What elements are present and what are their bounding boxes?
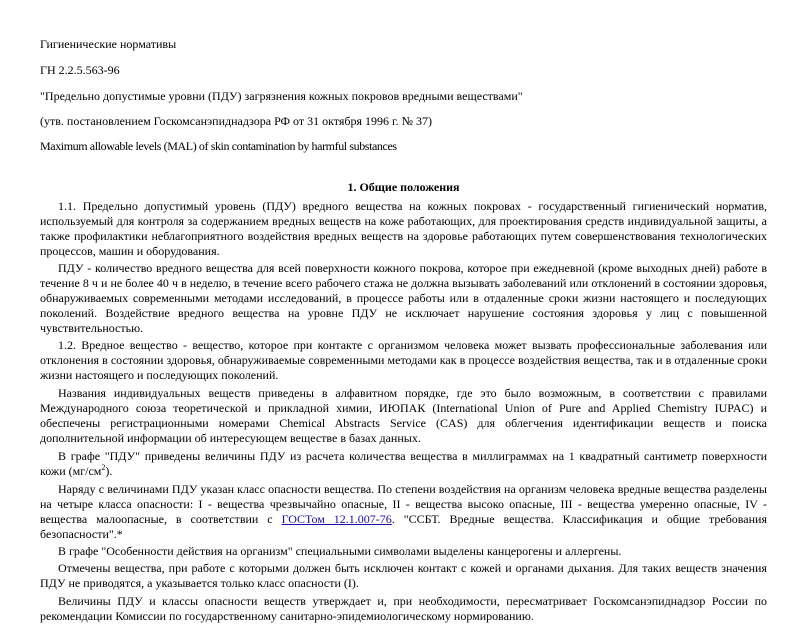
paragraph-1-1: 1.1. Предельно допустимый уровень (ПДУ) вредного вещества на кожных покровах - государственный гигиенический норматив, используемый для контроля за содержанием вредных веществ на коже работающих, для проектирования средств индивидуальной защиты, а также профилактики неблагоприятного воздействия вредных веществ на здоровье работающих путем совершенствования технологических процессов, машин и оборудования. <box>40 199 767 258</box>
paragraph-names: Названия индивидуальных веществ приведены в алфавитном порядке, где это было возможным, в соответствии с правилами Международного союза теоретической и прикладной химии, ИЮПАК (International Union of Pure and Applied Chemistry IUPAC) и обеспечены регистрационными номерами Chemical Abstracts Service (CAS) для облегчения идентификации веществ и поиска дополнительной информации об интересующем веществе в базах данных. <box>40 386 767 445</box>
paragraph-approval: Величины ПДУ и классы опасности веществ утверждает и, при необходимости, пересматривает Госкомсанэпиднадзор России по рекомендации Комиссии по государственному санитарно-эпидемиологическому нормированию. <box>40 594 767 623</box>
approval-note: (утв. постановлением Госкомсанэпиднадзора РФ от 31 октября 1996 г. № 37) <box>40 114 433 128</box>
gost-link[interactable]: ГОСТом 12.1.007-76 <box>281 512 392 526</box>
english-title: Maximum allowable levels (MAL) of skin contamination by harmful substances <box>40 139 397 153</box>
document-type: Гигиенические нормативы <box>40 37 177 51</box>
paragraph-excluded-contact: Отмечены вещества, при работе с которыми должен быть исключен контакт с кожей и органами дыхания. Для таких веществ значения ПДУ не приводятся, а указывается только класс опасности (I). <box>40 561 767 590</box>
pdu-units-text: В графе "ПДУ" приведены величины ПДУ из расчета количества вещества в миллиграммах на 1 квадратный сантиметр поверхности кожи (мг/см <box>40 449 767 478</box>
paragraph-hazard-class <box>40 482 767 542</box>
paragraph-pdu-definition: ПДУ - количество вредного вещества для всей поверхности кожного покрова, которое при ежедневной (кроме выходных дней) работе в течение 8 ч и не более 40 ч в неделю, в течение всего рабочего стажа не должна вызывать заболеваний или отклонений в состоянии здоровья, обнаруживаемых современными методами исследований, в процессе работы или в отдаленные сроки жизни настоящего и последующих поколений. Воздействие вредного вещества на уровне ПДУ не исключает нарушение состояния здоровья у лиц с повышенной чувствительностью. <box>40 261 767 335</box>
section-body <box>40 199 767 627</box>
document-title: "Предельно допустимые уровни (ПДУ) загрязнения кожных покровов вредными веществами" <box>40 89 523 103</box>
paragraph-1-2: 1.2. Вредное вещество - вещество, которое при контакте с организмом человека может вызвать профессиональные заболевания или отклонения в состоянии здоровья, обнаруживаемые современными методами как в процессе воздействия вещества, так и в отдаленные сроки жизни настоящего и последующих поколений. <box>40 338 767 382</box>
paragraph-features: В графе "Особенности действия на организм" специальными символами выделены канцерогены и аллергены. <box>58 544 622 558</box>
superscript: 2 <box>101 463 106 472</box>
hazard-class-text-end: . "ССБТ. Вредные вещества. Классификация и общие требования безопасности".* <box>40 512 767 541</box>
document-code: ГН 2.2.5.563-96 <box>40 63 120 77</box>
hazard-class-text: Наряду с величинами ПДУ указан класс опасности вещества. По степени воздействия на организм человека вредные вещества разделены на четыре класса опасности: I - вещества чрезвычайно опасные, II - вещества высоко опасные, III - вещества умеренно опасные, IV - вещества малоопасные, в соответствии с <box>40 482 767 526</box>
paragraph-pdu-units <box>40 449 767 479</box>
section-heading: 1. Общие положения <box>347 180 460 194</box>
pdu-units-end: ). <box>105 464 113 478</box>
